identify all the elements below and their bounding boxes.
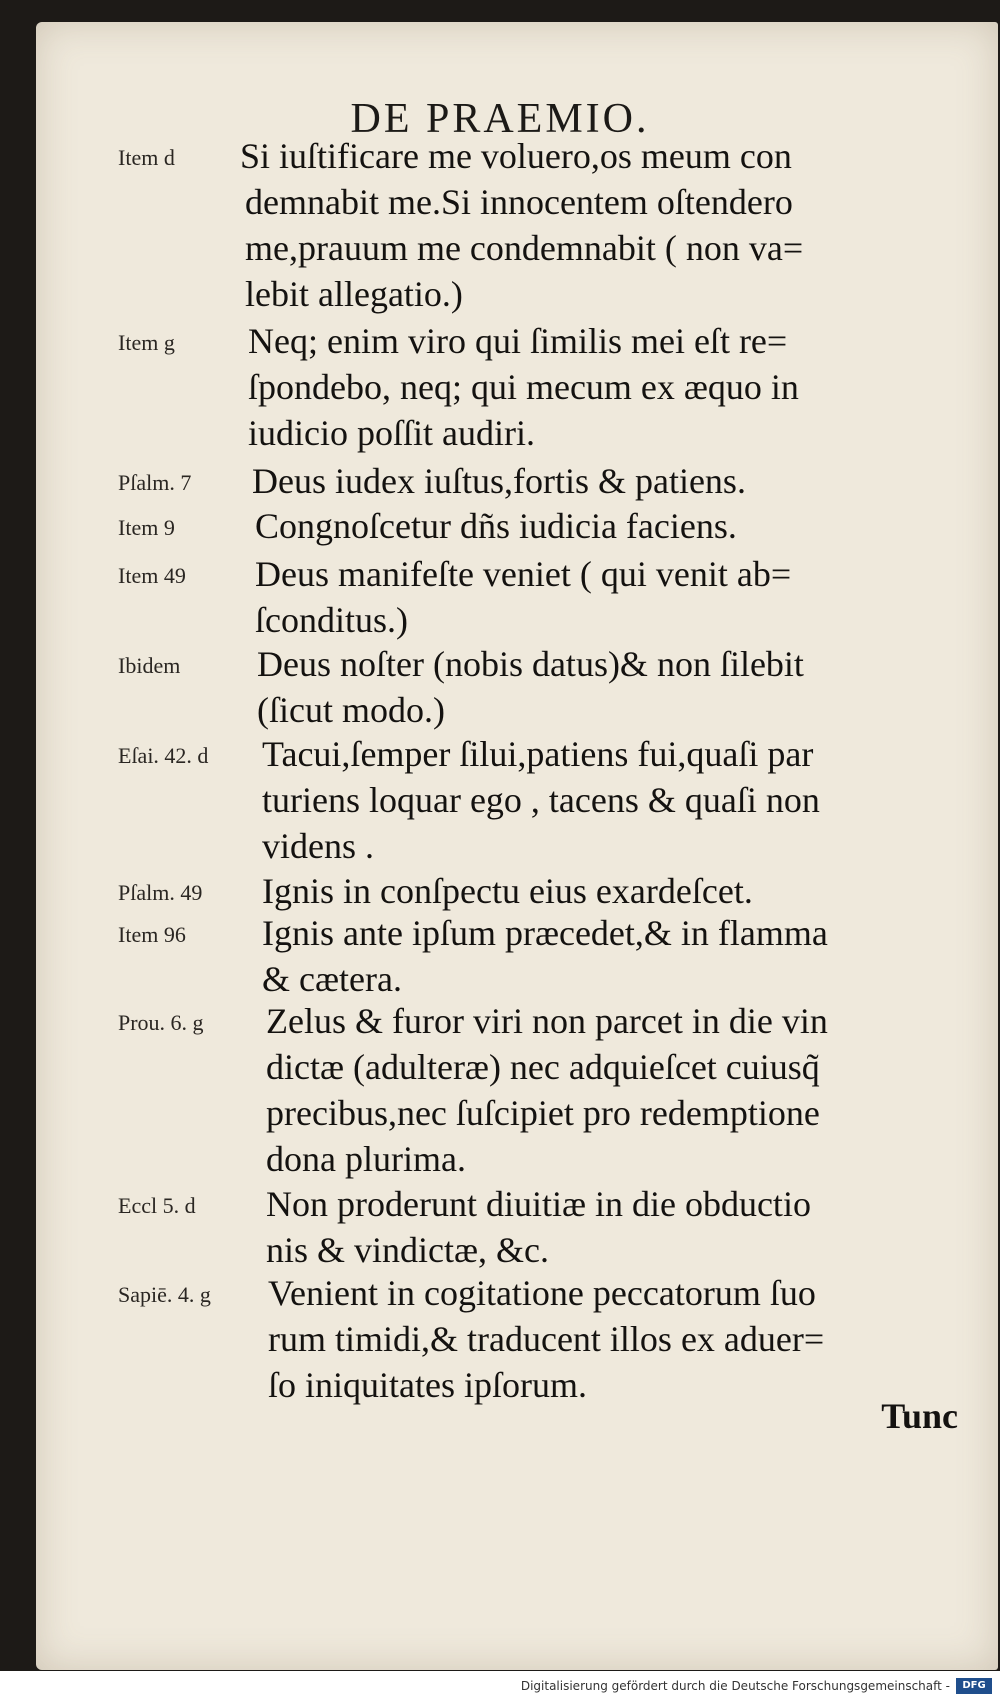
margin-reference: Eſai. 42. d — [118, 743, 209, 768]
text-line: lebit allegatio.) — [245, 274, 463, 314]
text-line: Deus manifeſte veniet ( qui venit ab= — [255, 554, 792, 594]
text-line: (ſicut modo.) — [257, 690, 445, 730]
margin-reference: Sapiē. 4. g — [118, 1282, 211, 1307]
text-line: iudicio poſſit audiri. — [248, 413, 535, 453]
margin-reference: Eccl 5. d — [118, 1193, 196, 1218]
text-line: Si iuſtificare me voluero,os meum con — [240, 136, 792, 176]
text-line: Congnoſcetur dñs iudicia faciens. — [255, 506, 737, 546]
book-page — [36, 22, 998, 1670]
text-line: turiens loquar ego , tacens & quaſi non — [262, 780, 820, 820]
text-line: me,prauum me condemnabit ( non va= — [245, 228, 804, 268]
digitization-footer — [0, 1671, 1000, 1703]
text-line: Tacui,ſemper ſilui,patiens fui,quaſi par — [262, 734, 814, 774]
text-line: rum timidi,& traducent illos ex aduer= — [268, 1319, 825, 1359]
text-line: nis & vindictæ, &c. — [266, 1230, 549, 1270]
text-line: & cætera. — [262, 959, 402, 999]
margin-reference: Prou. 6. g — [118, 1010, 204, 1035]
text-line: Ignis in conſpectu eius exardeſcet. — [262, 871, 753, 911]
text-line: demnabit me.Si innocentem oſtendero — [245, 182, 793, 222]
text-line: ſconditus.) — [255, 600, 408, 640]
margin-reference: Item g — [118, 330, 175, 355]
text-line: videns . — [262, 826, 374, 866]
margin-reference: Pſalm. 7 — [118, 470, 192, 495]
text-line: dictæ (adulteræ) nec adquieſcet cuiusq̃ — [266, 1047, 820, 1087]
text-line: ſo iniquitates ipſorum. — [268, 1365, 587, 1405]
text-line: Non proderunt diuitiæ in die obductio — [266, 1184, 811, 1224]
margin-reference: Item d — [118, 145, 175, 170]
text-line: Deus iudex iuſtus,fortis & patiens. — [252, 461, 746, 501]
dfg-logo-icon: DFG — [956, 1678, 992, 1694]
text-line: Deus noſter (nobis datus)& non ſilebit — [257, 644, 804, 684]
text-line: ſpondebo, neq; qui mecum ex æquo in — [248, 367, 799, 407]
margin-reference: Item 49 — [118, 563, 186, 588]
text-line: precibus,nec ſuſcipiet pro redemptione — [266, 1093, 820, 1133]
catchword: Tunc — [881, 1396, 958, 1436]
text-line: Ignis ante ipſum præcedet,& in flamma — [262, 913, 828, 953]
text-line: Neq; enim viro qui ſimilis mei eſt re= — [248, 321, 788, 361]
margin-reference: Pſalm. 49 — [118, 880, 203, 905]
text-line: Zelus & furor viri non parcet in die vin — [266, 1001, 828, 1041]
funding-credit: Digitalisierung gefördert durch die Deutsche Forschungsgemeinschaft - — [520, 1679, 950, 1693]
page-heading: DE PRAEMIO. — [350, 96, 650, 142]
text-line: dona plurima. — [266, 1139, 466, 1179]
margin-reference: Item 9 — [118, 515, 175, 540]
margin-reference: Ibidem — [118, 653, 181, 678]
margin-reference: Item 96 — [118, 922, 186, 947]
text-line: Venient in cogitatione peccatorum ſuo — [268, 1273, 816, 1313]
